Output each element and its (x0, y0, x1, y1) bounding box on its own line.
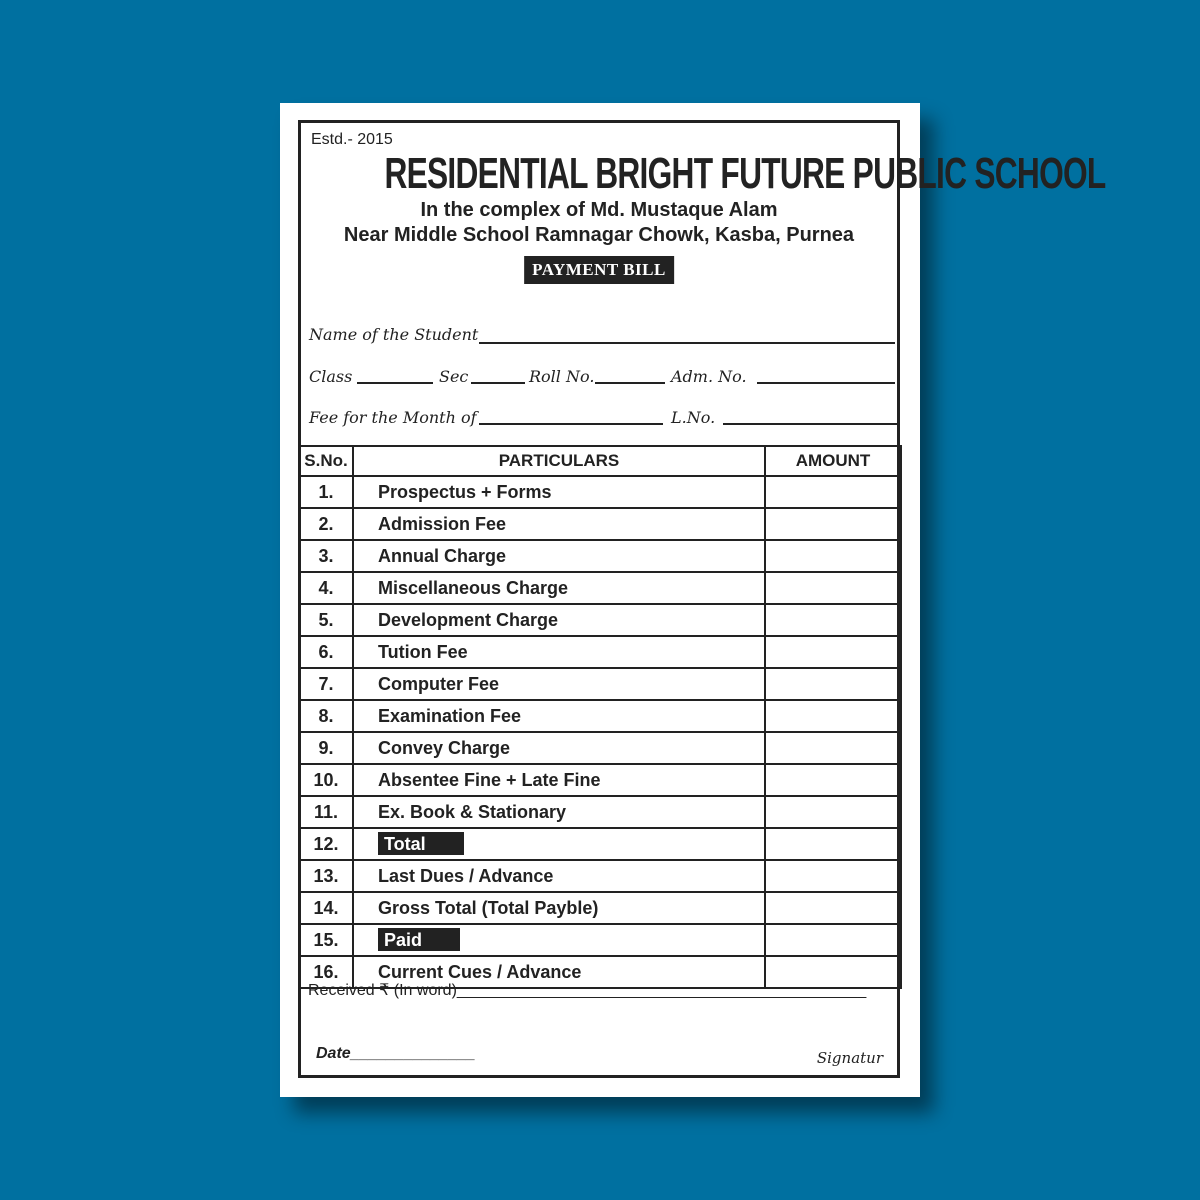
row-amount-cell[interactable] (765, 668, 901, 700)
row-particular (353, 572, 765, 604)
row-label: Ex. Book & Stationary (378, 801, 567, 822)
row-highlight-label: Total (378, 832, 464, 855)
sec-label: Sec (439, 367, 469, 386)
student-name-label: Name of the Student (309, 325, 479, 344)
row-sno: 8. (299, 700, 353, 732)
roll-line[interactable] (595, 382, 665, 384)
row-particular (353, 924, 765, 956)
row-particular (353, 796, 765, 828)
row-amount-cell[interactable] (765, 572, 901, 604)
row-sno: 14. (299, 892, 353, 924)
row-amount-cell[interactable] (765, 636, 901, 668)
row-sno: 15. (299, 924, 353, 956)
row-amount-cell[interactable] (765, 828, 901, 860)
address-line-2: Near Middle School Ramnagar Chowk, Kasba, Purnea (343, 224, 855, 246)
row-label: Prospectus + Forms (378, 481, 552, 502)
table-row (299, 476, 901, 508)
table-row (299, 700, 901, 732)
table-row (299, 860, 901, 892)
table-header-row (299, 446, 901, 476)
table-row (299, 796, 901, 828)
row-sno: 16. (299, 956, 353, 988)
row-label: Last Dues / Advance (378, 865, 554, 886)
row-amount-cell[interactable] (765, 892, 901, 924)
row-label: Convey Charge (378, 737, 511, 758)
table-row (299, 892, 901, 924)
row-amount-cell[interactable] (765, 764, 901, 796)
row-particular (353, 764, 765, 796)
row-label: Development Charge (378, 609, 559, 630)
table-row (299, 604, 901, 636)
lno-line[interactable] (723, 423, 897, 425)
payment-bill-badge: PAYMENT BILL (524, 256, 674, 284)
row-amount-cell[interactable] (765, 796, 901, 828)
row-sno: 1. (299, 476, 353, 508)
student-name-line[interactable] (479, 342, 895, 344)
row-highlight-label: Paid (378, 928, 460, 951)
class-label: Class (309, 367, 353, 386)
table-row (299, 828, 901, 860)
address-line-1: In the complex of Md. Mustaque Alam (420, 199, 778, 221)
row-sno: 11. (299, 796, 353, 828)
date-field: Date______________ (316, 1045, 476, 1062)
adm-line[interactable] (757, 382, 895, 384)
table-row (299, 668, 901, 700)
row-label: Current Cues / Advance (378, 961, 582, 982)
row-sno: 4. (299, 572, 353, 604)
row-amount-cell[interactable] (765, 476, 901, 508)
row-particular (353, 636, 765, 668)
row-particular (353, 540, 765, 572)
row-particular (353, 860, 765, 892)
row-label: Miscellaneous Charge (378, 577, 569, 598)
row-particular (353, 700, 765, 732)
school-name: RESIDENTIAL BRIGHT FUTURE PUBLIC SCHOOL (384, 149, 1106, 198)
particulars-table (298, 445, 902, 989)
sec-line[interactable] (471, 382, 525, 384)
row-particular (353, 508, 765, 540)
row-amount-cell[interactable] (765, 604, 901, 636)
amount-header: AMOUNT (765, 446, 901, 476)
fee-month-line[interactable] (479, 423, 663, 425)
received-in-words: Received ₹ (In word)______________________________________________ (308, 982, 867, 999)
row-label: Tution Fee (378, 641, 468, 662)
class-line[interactable] (357, 382, 433, 384)
table-row (299, 924, 901, 956)
row-sno: 6. (299, 636, 353, 668)
row-label: Absentee Fine + Late Fine (378, 769, 601, 790)
row-label: Computer Fee (378, 673, 500, 694)
table-row (299, 732, 901, 764)
table-row (299, 508, 901, 540)
row-particular (353, 732, 765, 764)
row-amount-cell[interactable] (765, 924, 901, 956)
row-amount-cell[interactable] (765, 700, 901, 732)
signature-label: Signatur (816, 1049, 883, 1067)
row-sno: 7. (299, 668, 353, 700)
row-sno: 5. (299, 604, 353, 636)
row-sno: 12. (299, 828, 353, 860)
adm-label: Adm. No. (671, 367, 747, 386)
sno-header: S.No. (299, 446, 353, 476)
established-year: Estd.- 2015 (311, 131, 393, 148)
row-particular (353, 892, 765, 924)
table-row (299, 636, 901, 668)
row-sno: 9. (299, 732, 353, 764)
row-sno: 13. (299, 860, 353, 892)
lno-label: L.No. (671, 408, 716, 427)
row-sno: 3. (299, 540, 353, 572)
roll-label: Roll No. (529, 367, 595, 386)
row-particular (353, 604, 765, 636)
row-label: Admission Fee (378, 513, 507, 534)
table-row (299, 764, 901, 796)
table-row (299, 572, 901, 604)
row-label: Annual Charge (378, 545, 507, 566)
row-amount-cell[interactable] (765, 732, 901, 764)
row-amount-cell[interactable] (765, 860, 901, 892)
row-particular (353, 668, 765, 700)
particulars-header: PARTICULARS (353, 446, 765, 476)
fee-month-label: Fee for the Month of (309, 408, 477, 427)
row-particular (353, 828, 765, 860)
row-particular (353, 476, 765, 508)
bill-paper (280, 103, 1106, 1097)
row-label: Examination Fee (378, 705, 522, 726)
row-amount-cell[interactable] (765, 508, 901, 540)
row-amount-cell[interactable] (765, 540, 901, 572)
row-label: Gross Total (Total Payble) (378, 897, 599, 918)
row-sno: 10. (299, 764, 353, 796)
table-row (299, 540, 901, 572)
row-sno: 2. (299, 508, 353, 540)
bill-frame (298, 120, 1106, 1078)
